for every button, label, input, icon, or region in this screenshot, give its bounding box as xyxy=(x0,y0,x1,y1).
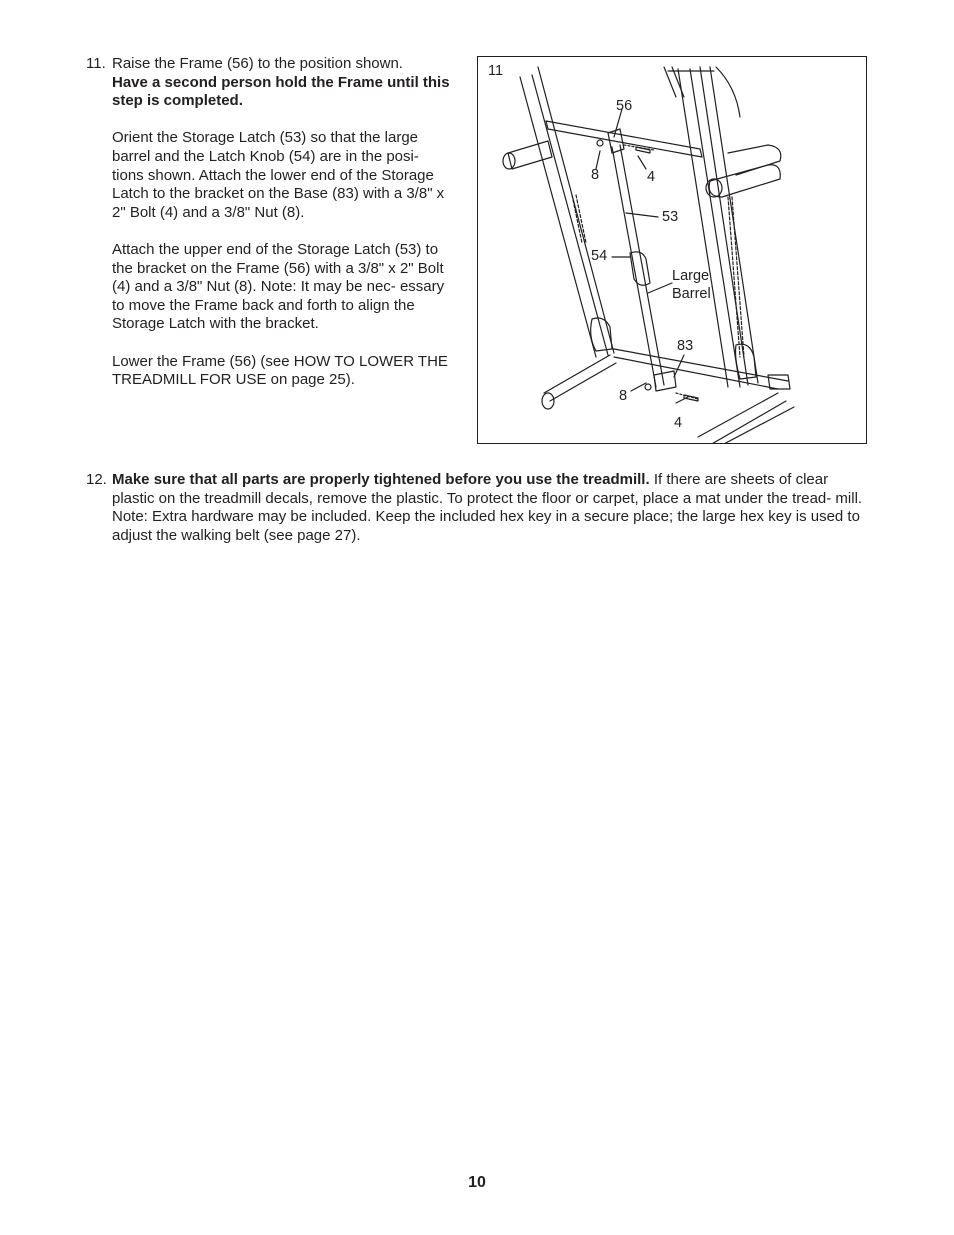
callout-knob-54: 54 xyxy=(591,248,608,264)
step-12-bold-text: Make sure that all parts are properly tightened before you use the treadmill. xyxy=(112,471,650,488)
step-11-line-1: Raise the Frame (56) to the position shown. xyxy=(112,55,403,72)
assembly-figure xyxy=(477,56,867,444)
step-12-text: If there are sheets of clear plastic on the treadmill decals, remove the plastic. To protect the floor or carpet, place a mat under the tread- mill. Note: Extra hardware may be included. Keep the included hex key in a secure place; the large hex key is used to adjust the walking belt (see page 27). xyxy=(112,471,863,544)
figure-number: 11 xyxy=(488,63,504,79)
step-12-number: 12. xyxy=(86,471,107,488)
callout-bolt-4-top: 4 xyxy=(647,169,656,185)
treadmill-illustration xyxy=(478,57,867,444)
step-11-number: 11. xyxy=(86,55,106,72)
step-11-instructions xyxy=(112,55,452,408)
callout-large-barrel: Large Barrel xyxy=(672,268,711,302)
callout-latch-53: 53 xyxy=(662,209,679,225)
step-11-para-3: Attach the upper end of the Storage Latch (53) to the bracket on the Frame (56) with a 3/8" x 2" Bolt (4) and a 3/8" Nut (8). Note: It may be nec- essary to move the Frame back and forth to align the Storage Latch with the bracket. xyxy=(112,240,445,333)
callout-nut-8-bottom: 8 xyxy=(619,388,628,404)
callout-base-83: 83 xyxy=(677,338,694,354)
callout-nut-8-top: 8 xyxy=(591,167,600,183)
step-11-para-2: Orient the Storage Latch (53) so that the large barrel and the Latch Knob (54) are in the posi- tions shown. Attach the lower end of the Storage Latch to the bracket on the Base (83) with a 3/8" x 2" Bolt (4) and a 3/8" Nut (8). xyxy=(112,129,445,221)
step-11-para-1 xyxy=(112,55,452,111)
callout-bolt-4-bottom: 4 xyxy=(674,415,683,431)
callout-frame-56: 56 xyxy=(616,98,633,114)
step-11-para-4: Lower the Frame (56) (see HOW TO LOWER THE TREADMILL FOR USE on page 25). xyxy=(112,352,448,389)
page-number: 10 xyxy=(468,1174,486,1191)
step-12-instructions xyxy=(112,471,870,545)
step-11-warning: Have a second person hold the Frame until this step is completed. xyxy=(112,73,450,110)
